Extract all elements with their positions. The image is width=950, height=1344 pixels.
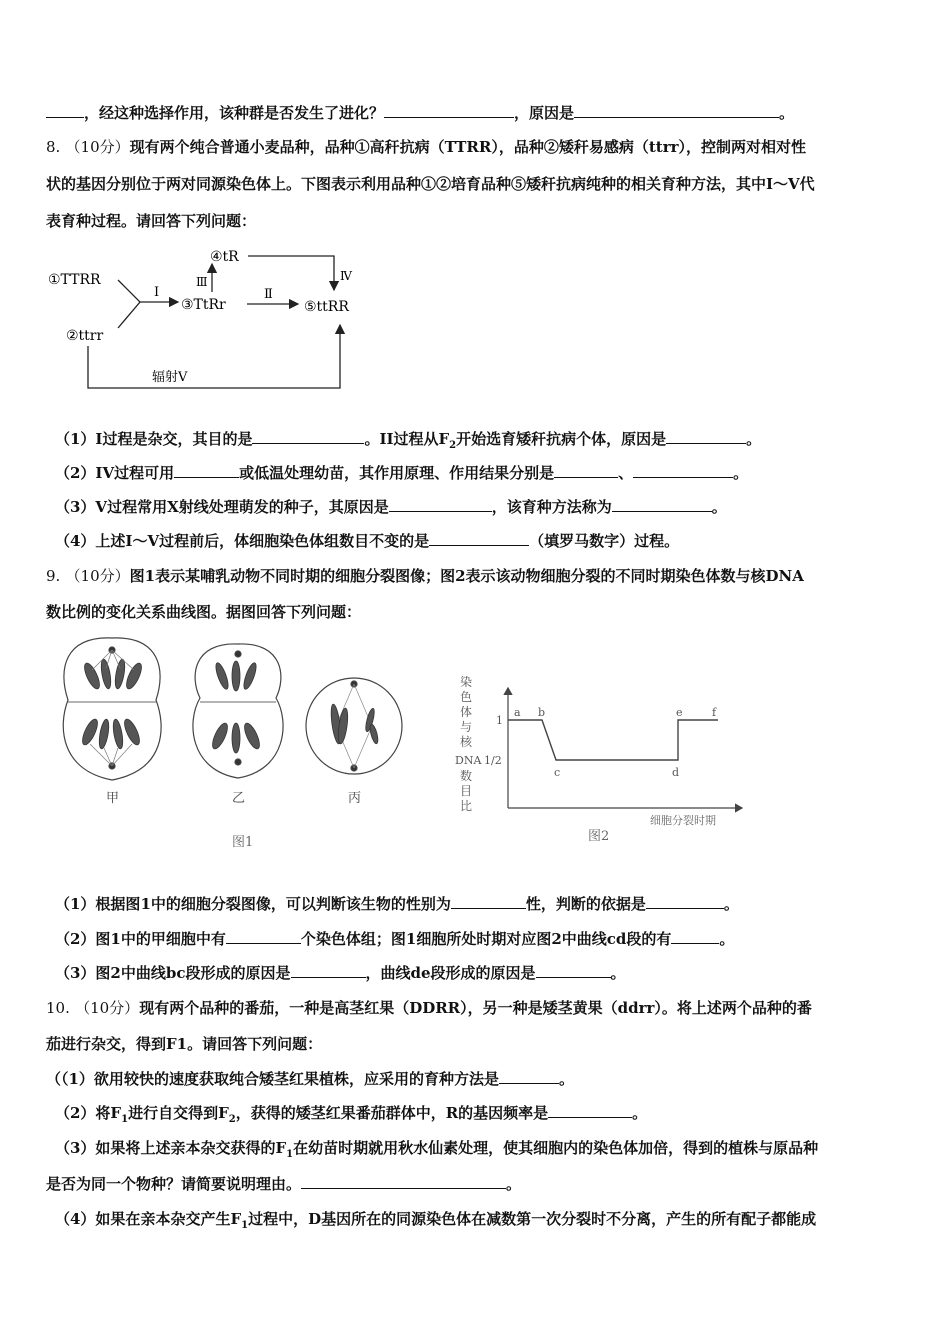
diagram-node-ttrr3: ③TtRr	[181, 297, 226, 313]
diagram-arrow-IV	[248, 256, 334, 290]
diagram-node-ttrr1: ①TTRR	[48, 272, 101, 288]
cell-jia-label: 甲	[106, 791, 120, 806]
answer-blank[interactable]	[671, 929, 719, 944]
diagram-arrow-V	[88, 325, 340, 388]
answer-blank[interactable]	[226, 929, 301, 944]
q10-sub3-line1: （3）如果将上述亲本杂交获得的$F_1$在幼苗时期就用秋水仙素处理，使其细胞内的染色体加倍，得到的植株与原品种	[55, 1139, 819, 1160]
fig2-point-c: c	[554, 766, 561, 779]
q9-stem-line1: 9. （10分）图1表示某哺乳动物不同时期的细胞分裂图像；图2表示该动物细胞分裂的不同时期染色体数与核DNA	[46, 567, 804, 585]
answer-blank[interactable]	[499, 1069, 559, 1084]
fig2-ylabel-dna: DNA	[455, 754, 482, 767]
q9-sub2: （2）图1中的甲细胞中有 个染色体组；图1细胞所处时期对应图2中曲线cd段的有 。	[55, 930, 735, 948]
fig2-point-f: f	[712, 706, 717, 719]
diagram-label-IV: Ⅳ	[340, 269, 352, 283]
figure-2-caption: 图2	[588, 829, 610, 844]
q10-sub3-line2: 是否为同一个物种？请简要说明理由。 。	[46, 1175, 522, 1193]
cell-yi-label: 乙	[232, 791, 246, 806]
cell-jia	[63, 638, 161, 780]
answer-blank[interactable]	[536, 963, 611, 978]
fig2-ylabel-char: 核	[460, 735, 473, 749]
figure-2-ratio-curve	[450, 668, 760, 858]
diagram-node-tr4: ④tR	[210, 249, 239, 265]
answer-blank[interactable]	[46, 103, 84, 118]
q8-stem-line1: 8. （10分）现有两个纯合普通小麦品种，品种①高秆抗病（TTRR），品种②矮秆易感病（ttrr），控制两对相对性	[46, 138, 807, 156]
q10-sub1: （（1）欲用较快的速度获取纯合矮茎红果植株，应采用的育种方法是 。	[46, 1070, 574, 1088]
fig2-ylabel-char: 体	[460, 705, 473, 719]
fig2-xlabel: 细胞分裂时期	[650, 814, 716, 827]
cell-bing	[306, 678, 402, 774]
q9-stem-line2: 数比例的变化关系曲线图。据图回答下列问题：	[46, 603, 362, 621]
fig2-tick-half: 1/2	[484, 754, 502, 767]
top-continuation-line: ，经这种选择作用，该种群是否发生了进化？ ，原因是 。	[46, 103, 794, 123]
diagram-label-II: Ⅱ	[264, 287, 273, 302]
figure-1-caption: 图1	[232, 835, 254, 850]
q10-stem-line2: 茄进行杂交，得到F1。请回答下列问题：	[46, 1035, 323, 1053]
answer-blank[interactable]	[548, 1103, 632, 1118]
answer-blank[interactable]	[301, 1174, 506, 1189]
q9-sub3: （3）图2中曲线bc段形成的原因是 ，曲线de段形成的原因是 。	[55, 964, 626, 982]
answer-blank[interactable]	[429, 531, 529, 546]
fig2-tick-1: 1	[496, 714, 503, 727]
q8-sub1: （1）I过程是杂交，其目的是 。II过程从$F_2$开始选育矮秆抗病个体，原因是 。	[55, 430, 762, 451]
figure-1-cell-division	[40, 630, 430, 860]
answer-blank[interactable]	[384, 103, 514, 118]
cell-bing-label: 丙	[348, 791, 362, 806]
q8-stem-line3: 表育种过程。请回答下列问题：	[46, 212, 257, 230]
fig2-point-d: d	[672, 766, 680, 779]
fig2-ylabel-char: 染	[460, 675, 473, 689]
fig2-ylabel-char: 色	[460, 690, 473, 704]
diagram-label-III: Ⅲ	[196, 275, 208, 289]
q8-sub3: （3）V过程常用X射线处理萌发的种子，其原因是 ，该育种方法称为 。	[55, 498, 727, 516]
answer-blank[interactable]	[554, 463, 618, 478]
diagram-node-ttrr2: ②ttrr	[66, 328, 104, 344]
answer-blank[interactable]	[451, 894, 526, 909]
q8-sub2: （2）IV过程可用 或低温处理幼苗，其作用原理、作用结果分别是 、 。	[55, 464, 749, 482]
answer-blank[interactable]	[389, 497, 492, 512]
answer-blank[interactable]	[612, 497, 712, 512]
diagram-label-V: 辐射Ⅴ	[152, 370, 188, 385]
answer-blank[interactable]	[633, 463, 733, 478]
answer-blank[interactable]	[252, 429, 364, 444]
fig2-ylabel-char: 比	[460, 799, 473, 813]
fig2-curve	[508, 720, 718, 760]
diagram-label-I: Ⅰ	[154, 285, 160, 300]
diagram-fork-line	[118, 280, 140, 328]
q10-stem-line1: 10. （10分）现有两个品种的番茄，一种是高茎红果（DDRR），另一种是矮茎黄果（ddrr）。将上述两个品种的番	[46, 999, 812, 1017]
cell-yi	[193, 644, 283, 778]
fig2-ylabel-char: 目	[460, 784, 473, 798]
fig2-point-b: b	[538, 706, 546, 719]
diagram-node-ttrr5: ⑤ttRR	[304, 299, 349, 315]
fig2-ylabel-char: 与	[460, 720, 473, 734]
answer-blank[interactable]	[574, 103, 779, 118]
answer-blank[interactable]	[666, 429, 746, 444]
q10-sub4: （4）如果在亲本杂交产生$F_1$过程中，D基因所在的同源染色体在减数第一次分裂时不分离，产生的所有配子都能成	[55, 1210, 817, 1231]
q8-sub4: （4）上述Ⅰ～Ⅴ过程前后，体细胞染色体组数目不变的是 （填罗马数字）过程。	[55, 532, 680, 550]
q10-sub2: （2）将$F_1$进行自交得到$F_2$，获得的矮茎红果番茄群体中，R的基因频率是 。	[55, 1104, 648, 1125]
answer-blank[interactable]	[174, 463, 239, 478]
answer-blank[interactable]	[291, 963, 366, 978]
breeding-diagram	[40, 240, 370, 395]
fig2-ylabel-char: 数	[460, 769, 473, 783]
fig2-point-a: a	[514, 706, 521, 719]
fig2-point-e: e	[676, 706, 683, 719]
answer-blank[interactable]	[646, 894, 724, 909]
q9-sub1: （1）根据图1中的细胞分裂图像，可以判断该生物的性别为 性，判断的依据是 。	[55, 895, 739, 913]
q8-stem-line2: 状的基因分别位于两对同源染色体上。下图表示利用品种①②培育品种⑤矮秆抗病纯种的相关育种方法，其中Ⅰ～Ⅴ代	[46, 175, 815, 193]
